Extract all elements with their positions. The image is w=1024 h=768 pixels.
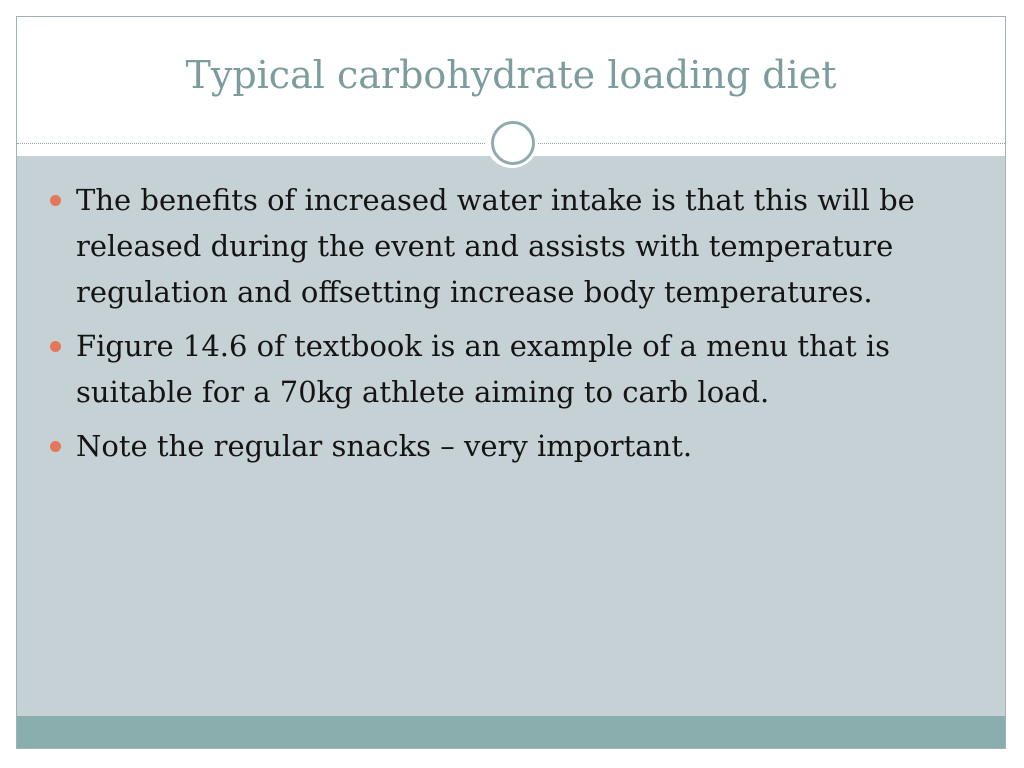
slide-title: Typical carbohydrate loading diet [185,53,837,97]
bullet-text-3: Note the regular snacks – very important. [76,429,693,463]
bottom-bar [17,716,1005,749]
slide [16,16,1006,749]
bullet-item-1 [47,177,982,315]
ornament-ring [491,121,535,165]
bullet-text-1: The benefits of increased water intake is that this will be released during the event and assists with temperature regulation and offsetting increase body temperatures. [76,183,915,309]
bullet-dot-icon [50,195,61,206]
circle-ring-icon [486,116,538,168]
bullet-list [47,177,982,477]
bullet-item-2 [47,323,982,415]
bullet-text-2: Figure 14.6 of textbook is an example of a menu that is suitable for a 70kg athlete aiming to carb load. [76,329,891,409]
bullet-item-3 [47,423,982,469]
bullet-dot-icon [50,441,61,452]
bullet-dot-icon [50,341,61,352]
